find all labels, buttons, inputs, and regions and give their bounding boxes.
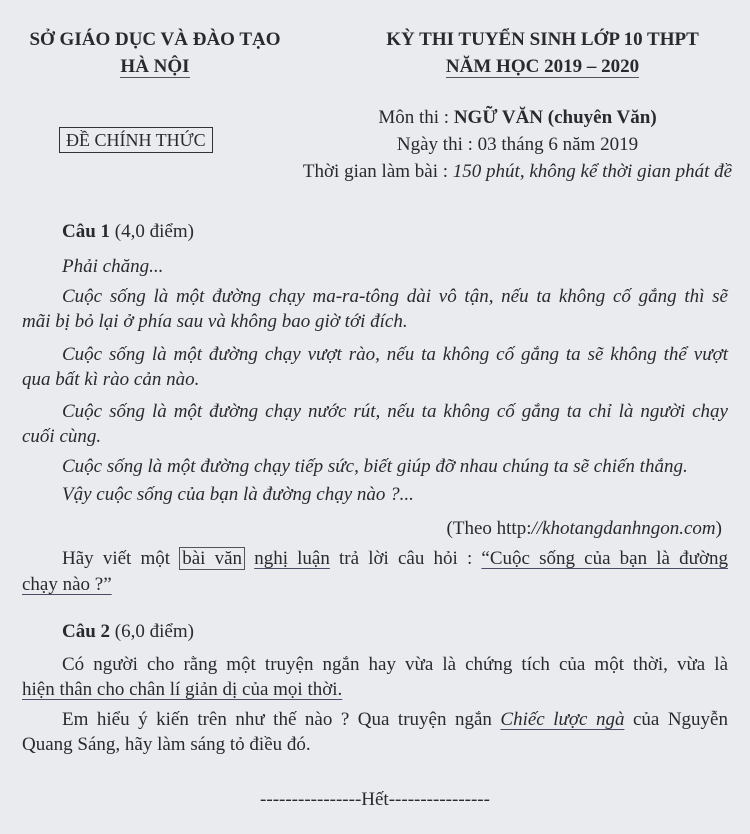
q1-title: Câu 1: [62, 221, 111, 242]
poem-line: Vậy cuộc sống của bạn là đường chạy nào ?...: [62, 484, 414, 505]
task-text: trả lời câu hỏi :: [329, 548, 482, 569]
subject-line: [290, 107, 745, 129]
city-text: HÀ NỘI: [120, 56, 190, 77]
time-line: [290, 161, 745, 183]
department-name: SỞ GIÁO DỤC VÀ ĐÀO TẠO: [29, 29, 281, 50]
q2-line: Quang Sáng, hãy làm sáng tỏ điều đó.: [22, 734, 311, 755]
task-text: Hãy viết một: [62, 548, 180, 569]
city-name: [20, 56, 290, 78]
time-value: 150 phút, không kể thời gian phát đề: [452, 161, 733, 182]
q2-text: Em hiểu ý kiến trên như thế nào ? Qua truyện ngắn: [62, 709, 501, 730]
q1-task-end: chạy nào ?”: [22, 574, 112, 595]
poem-line: Cuộc sống là một đường chạy ma-ra-tông dài vô tận, nếu ta không cố gắng thì sẽ: [62, 286, 728, 307]
subject-label: Môn thi :: [378, 107, 454, 128]
task-essay: bài văn: [179, 547, 245, 570]
official-stamp: [59, 129, 213, 151]
q2-heading: [62, 621, 194, 643]
q1-points: (4,0 điểm): [110, 221, 194, 242]
q2-line: Có người cho rằng một truyện ngắn hay vừa là chứng tích của một thời, vừa là: [62, 654, 728, 675]
q2-points: (6,0 điểm): [110, 621, 194, 642]
task-question: “Cuộc sống của bạn là đường: [481, 548, 728, 569]
time-label: Thời gian làm bài :: [302, 161, 453, 182]
exam-date: Ngày thi : 03 tháng 6 năm 2019: [396, 134, 639, 155]
q2-story-title: Chiếc lược ngà: [500, 709, 625, 730]
source-suffix: ): [715, 518, 722, 539]
poem-line: cuối cùng.: [22, 426, 102, 447]
poem-line: Cuộc sống là một đường chạy vượt rào, nếu ta không cố gắng ta sẽ không thể vượt: [62, 344, 728, 365]
poem-line: mãi bị bỏ lại ở phía sau và không bao giờ tới đích.: [22, 311, 408, 332]
poem-line: Phải chăng...: [62, 256, 164, 277]
q2-title: Câu 2: [62, 621, 111, 642]
q1-heading: [62, 221, 194, 243]
school-year: [370, 56, 715, 78]
q2-text: của Nguyễn: [624, 709, 728, 730]
q1-task: [62, 548, 728, 570]
end-marker: ----------------Hết----------------: [260, 789, 490, 810]
subject-value: NGỮ VĂN (chuyên Văn): [453, 107, 657, 128]
source-site: //khotangdanhngon.com: [531, 518, 716, 539]
task-argumentative: nghị luận: [254, 548, 330, 569]
exam-title: KỲ THI TUYỂN SINH LỚP 10 THPT: [386, 29, 699, 50]
source-prefix: (Theo http:: [446, 518, 532, 539]
q2-line: hiện thân cho chân lí giản dị của mọi thời.: [22, 679, 343, 700]
poem-line: Cuộc sống là một đường chạy tiếp sức, biết giúp đỡ nhau chúng ta sẽ chiến thắng.: [62, 456, 688, 477]
poem-line: qua bất kì rào cản nào.: [22, 369, 200, 390]
official-box: ĐỀ CHÍNH THỨC: [59, 127, 213, 153]
source-citation: [447, 518, 722, 540]
poem-line: Cuộc sống là một đường chạy nước rút, nếu ta không cố gắng ta chỉ là người chạy: [62, 401, 728, 422]
q2-line: [62, 709, 728, 731]
school-year-text: NĂM HỌC 2019 – 2020: [445, 56, 640, 77]
